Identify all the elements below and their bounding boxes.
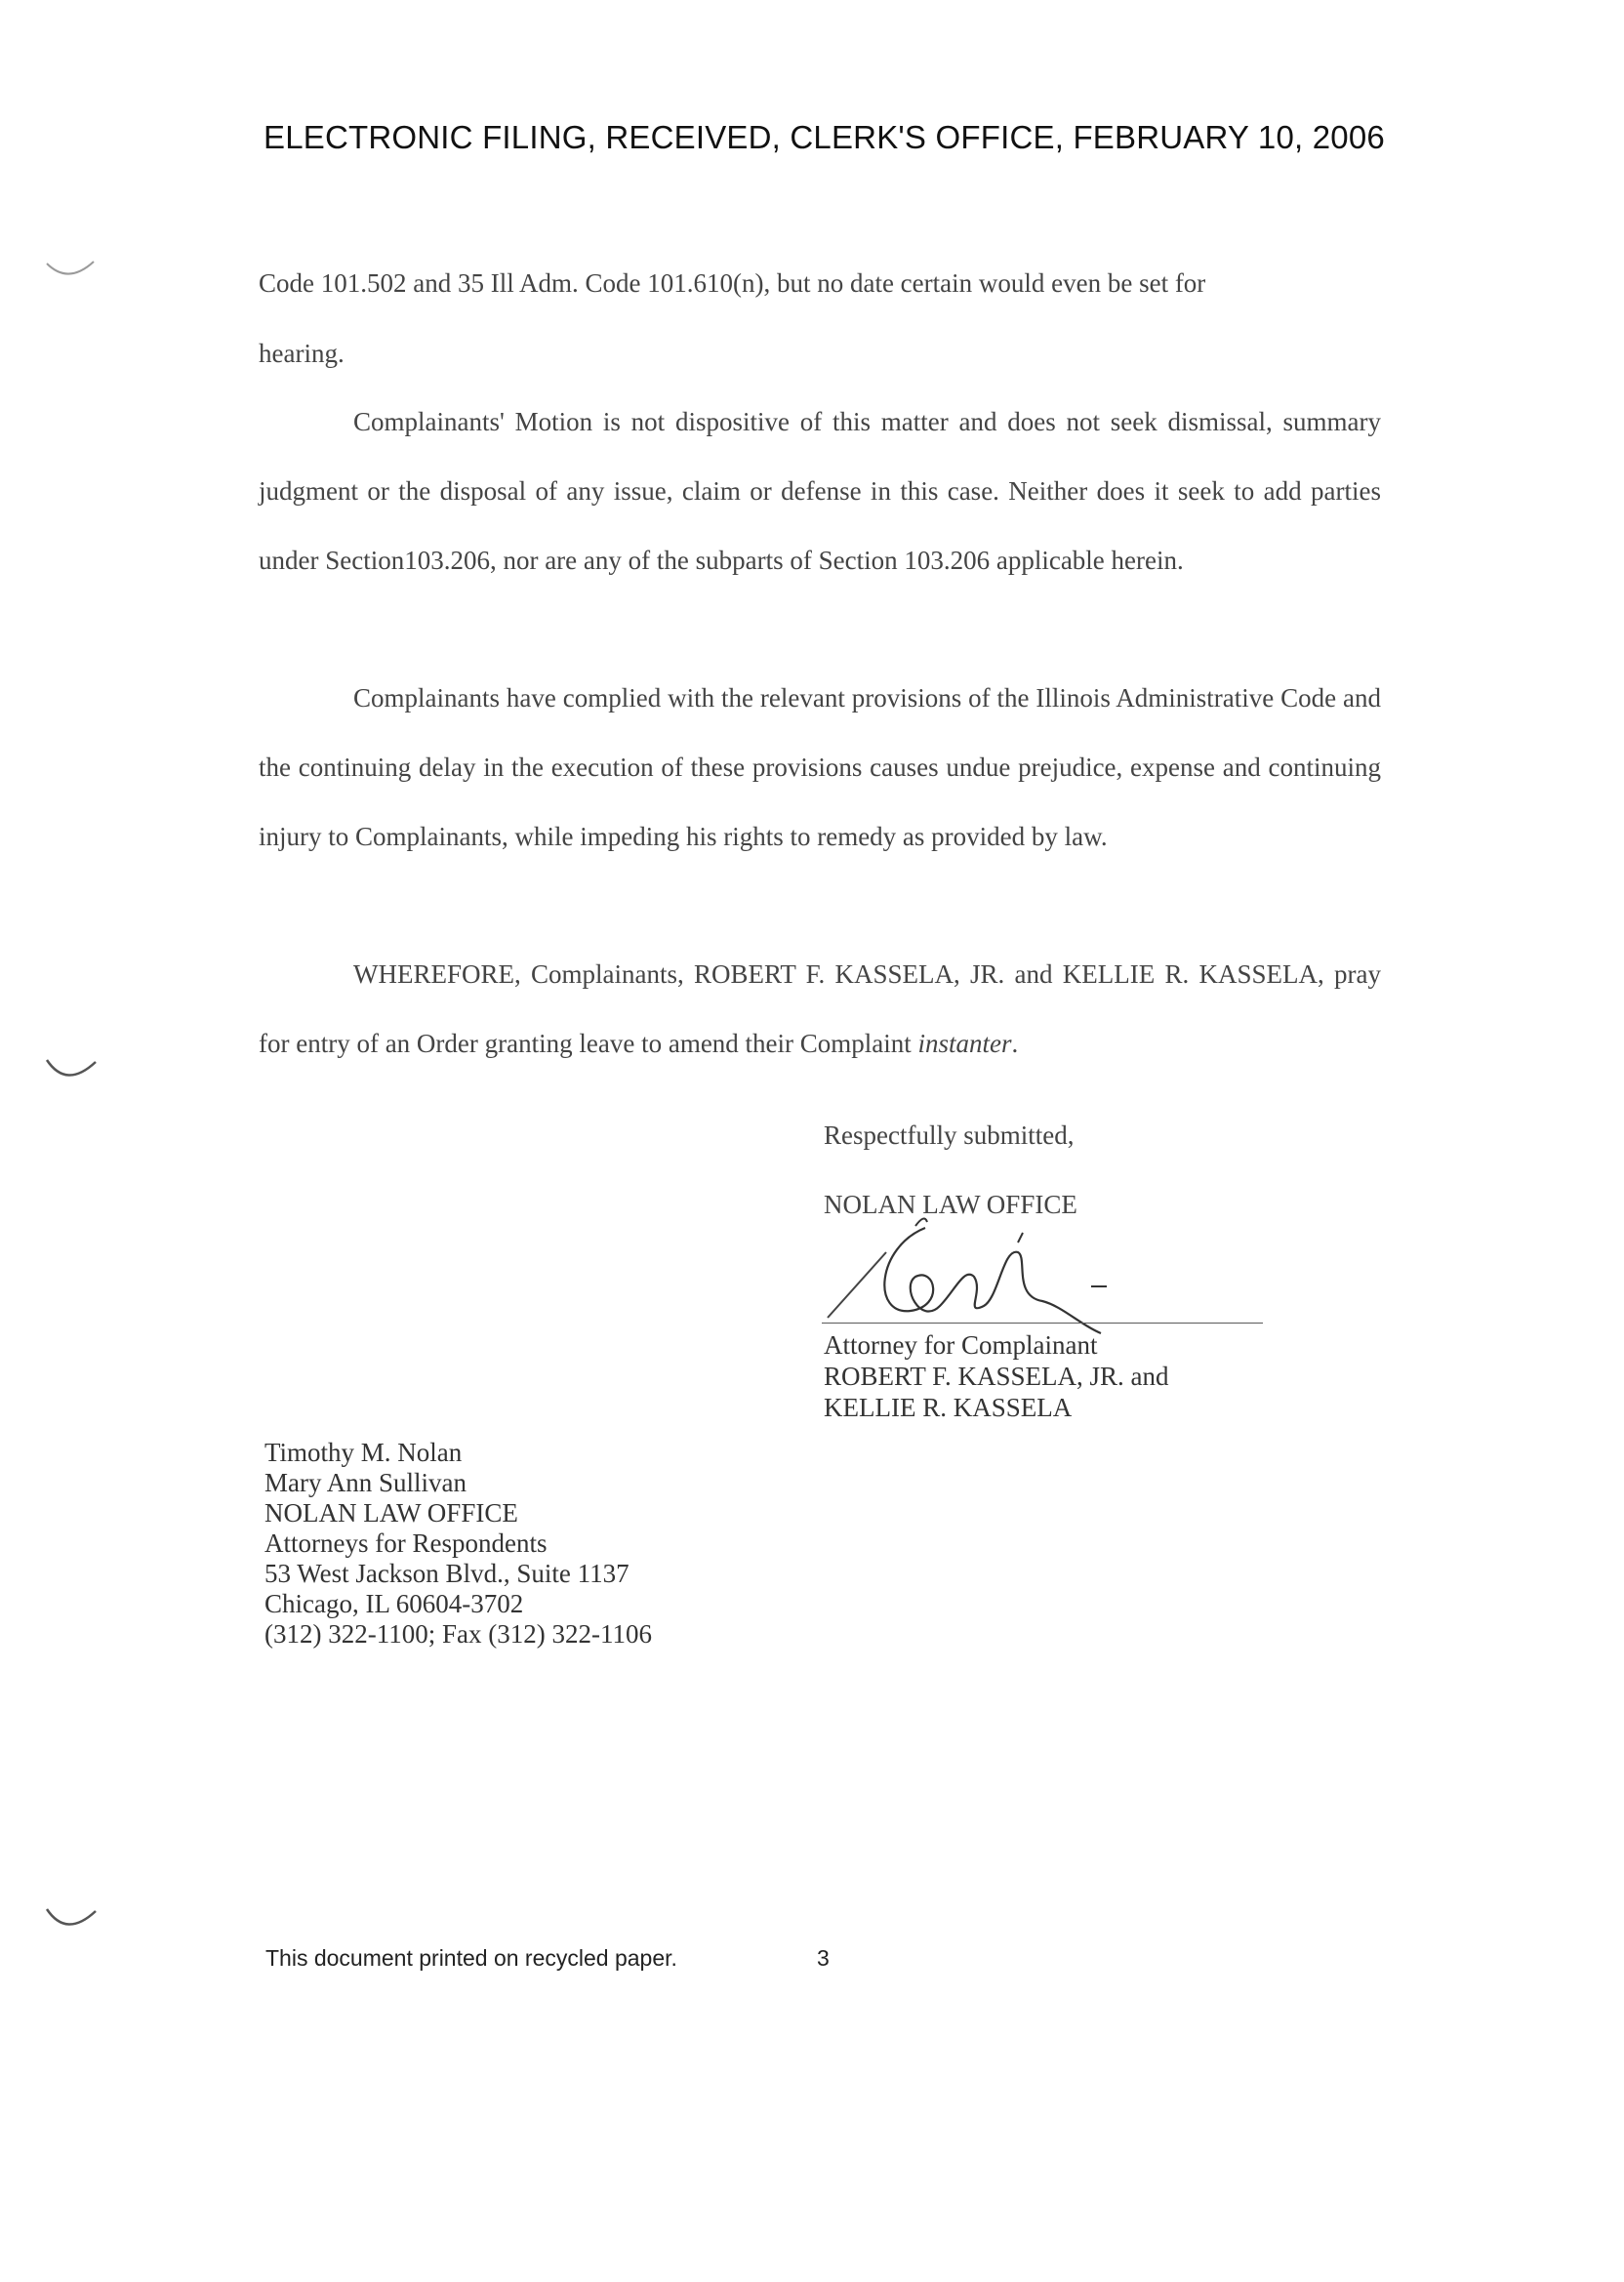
body-paragraphs: [259, 940, 1381, 1079]
attorney-for-label: Attorney for Complainant: [824, 1330, 1098, 1360]
paragraph-continuation-end: hearing.: [259, 339, 345, 368]
page-number: 3: [817, 1945, 830, 1971]
signature-line: [822, 1323, 1263, 1324]
paragraph-continuation-line: Code 101.502 and 35 Ill Adm. Code 101.610(n), but no date certain would even be set for: [259, 268, 1206, 298]
address-line: Mary Ann Sullivan: [264, 1468, 467, 1497]
paragraph-motion-not-dispositive: Complainants' Motion is not dispositive of this matter and does not seek dismissal, summary judgment or the disposal of any issue, claim or defense in this case. Neither does it seek to add parties under Section103.206, nor are any of the subparts of Section 103.206 applicable herein.: [259, 407, 1381, 575]
body-paragraphs: [259, 387, 1381, 595]
signature-block: [824, 1329, 1169, 1423]
wherefore-text: WHEREFORE, Complainants, ROBERT F. KASSELA, JR. and KELLIE R. KASSELA, pray for entry of an Order granting leave to amend their Complaint: [259, 959, 1381, 1058]
punch-hole-mark: [39, 1903, 98, 1942]
closing-firm-name: NOLAN LAW OFFICE: [824, 1190, 1077, 1219]
address-line: (312) 322-1100; Fax (312) 322-1106: [264, 1619, 652, 1649]
recycled-paper-note: This document printed on recycled paper.: [265, 1945, 677, 1971]
body-paragraphs: [259, 664, 1381, 872]
address-line: Attorneys for Respondents: [264, 1528, 548, 1558]
instanter-italic: instanter: [917, 1029, 1012, 1058]
paragraph-wherefore: [259, 940, 1381, 1079]
closing-respectfully: Respectfully submitted,: [824, 1121, 1075, 1150]
address-line: Chicago, IL 60604-3702: [264, 1589, 524, 1618]
address-line: 53 West Jackson Blvd., Suite 1137: [264, 1559, 629, 1588]
address-line: Timothy M. Nolan: [264, 1438, 463, 1467]
attorney-address-block: [264, 1438, 652, 1650]
client-names-line2: KELLIE R. KASSELA: [824, 1393, 1073, 1422]
wherefore-period: .: [1011, 1029, 1019, 1058]
filing-stamp-header: ELECTRONIC FILING, RECEIVED, CLERK'S OFFICE, FEBRUARY 10, 2006: [264, 119, 1385, 155]
address-line: NOLAN LAW OFFICE: [264, 1498, 518, 1528]
punch-hole-mark: [39, 256, 98, 295]
client-names-line1: ROBERT F. KASSELA, JR. and: [824, 1362, 1169, 1391]
punch-hole-mark: [39, 1054, 98, 1093]
paragraph-complied-provisions: Complainants have complied with the relevant provisions of the Illinois Administrative Code and the continuing delay in the execution of these provisions causes undue prejudice, expense and continuing injury to Complainants, while impeding his rights to remedy as provided by law.: [259, 683, 1381, 851]
